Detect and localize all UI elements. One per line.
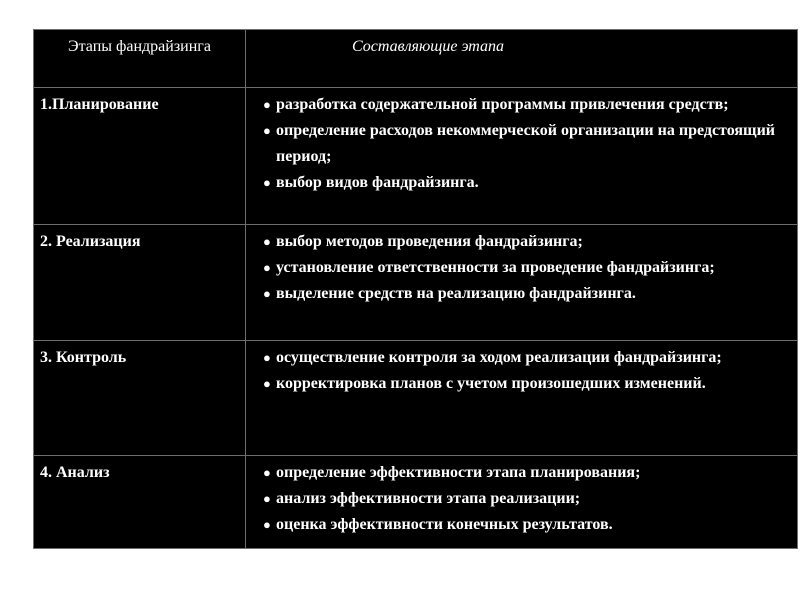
list-item-text: корректировка планов с учетом произошедших изменений. <box>276 374 706 392</box>
list-item <box>250 486 793 512</box>
list-item-text: анализ эффективности этапа реализации; <box>276 489 581 507</box>
stage-cell: 3. Контроль <box>34 340 246 455</box>
list-item <box>250 345 793 371</box>
bullet-icon: ● <box>263 97 271 112</box>
stage-cell: 2. Реализация <box>34 225 246 340</box>
table-row <box>34 455 798 548</box>
list-item-text: оценка эффективности конечных результатов. <box>276 515 613 533</box>
table-row <box>34 225 798 340</box>
components-cell <box>246 340 798 455</box>
bullet-icon: ● <box>263 516 271 532</box>
list-item <box>250 118 793 170</box>
list-item-text: определение эффективности этапа планирования; <box>276 463 641 481</box>
table-header-row <box>34 30 798 88</box>
list-item-text: разработка содержательной программы привлечения средств; <box>276 96 729 113</box>
list-item-text: установление ответственности за проведение фандрайзинга; <box>276 259 715 277</box>
bullet-icon: ● <box>263 234 271 250</box>
list-item <box>250 371 793 397</box>
fundraising-stages-table <box>33 29 798 549</box>
list-item <box>250 281 793 307</box>
bullet-icon: ● <box>263 375 271 391</box>
bullet-icon: ● <box>263 286 271 302</box>
fundraising-stages-table-container <box>33 29 797 549</box>
list-item-text: осуществление контроля за ходом реализации фандрайзинга; <box>276 348 722 366</box>
stage-cell: 4. Анализ <box>34 455 246 548</box>
list-item-text: выделение средств на реализацию фандрайзинга. <box>276 285 636 303</box>
list-item <box>250 255 793 281</box>
bullet-icon: ● <box>263 175 271 190</box>
table-row <box>34 340 798 455</box>
components-list <box>250 460 793 538</box>
list-item <box>250 92 793 118</box>
header-components: Составляющие этапа <box>246 30 798 88</box>
components-cell <box>246 455 798 548</box>
bullet-icon: ● <box>263 260 271 276</box>
components-list <box>250 345 793 397</box>
bullet-icon: ● <box>263 123 271 138</box>
components-list <box>250 229 793 307</box>
components-list <box>250 92 793 196</box>
bullet-icon: ● <box>263 490 271 506</box>
bullet-icon: ● <box>263 349 271 365</box>
stage-cell: 1.Планирование <box>34 88 246 225</box>
header-stages: Этапы фандрайзинга <box>34 30 246 88</box>
bullet-icon: ● <box>263 464 271 480</box>
list-item <box>250 512 793 538</box>
list-item-text: выбор методов проведения фандрайзинга; <box>276 233 583 251</box>
components-cell <box>246 225 798 340</box>
list-item-text: выбор видов фандрайзинга. <box>276 174 479 191</box>
list-item-text: определение расходов некоммерческой организации на предстоящий период; <box>276 122 775 165</box>
list-item <box>250 460 793 486</box>
components-cell <box>246 88 798 225</box>
list-item <box>250 229 793 255</box>
table-row <box>34 88 798 225</box>
list-item <box>250 170 793 196</box>
